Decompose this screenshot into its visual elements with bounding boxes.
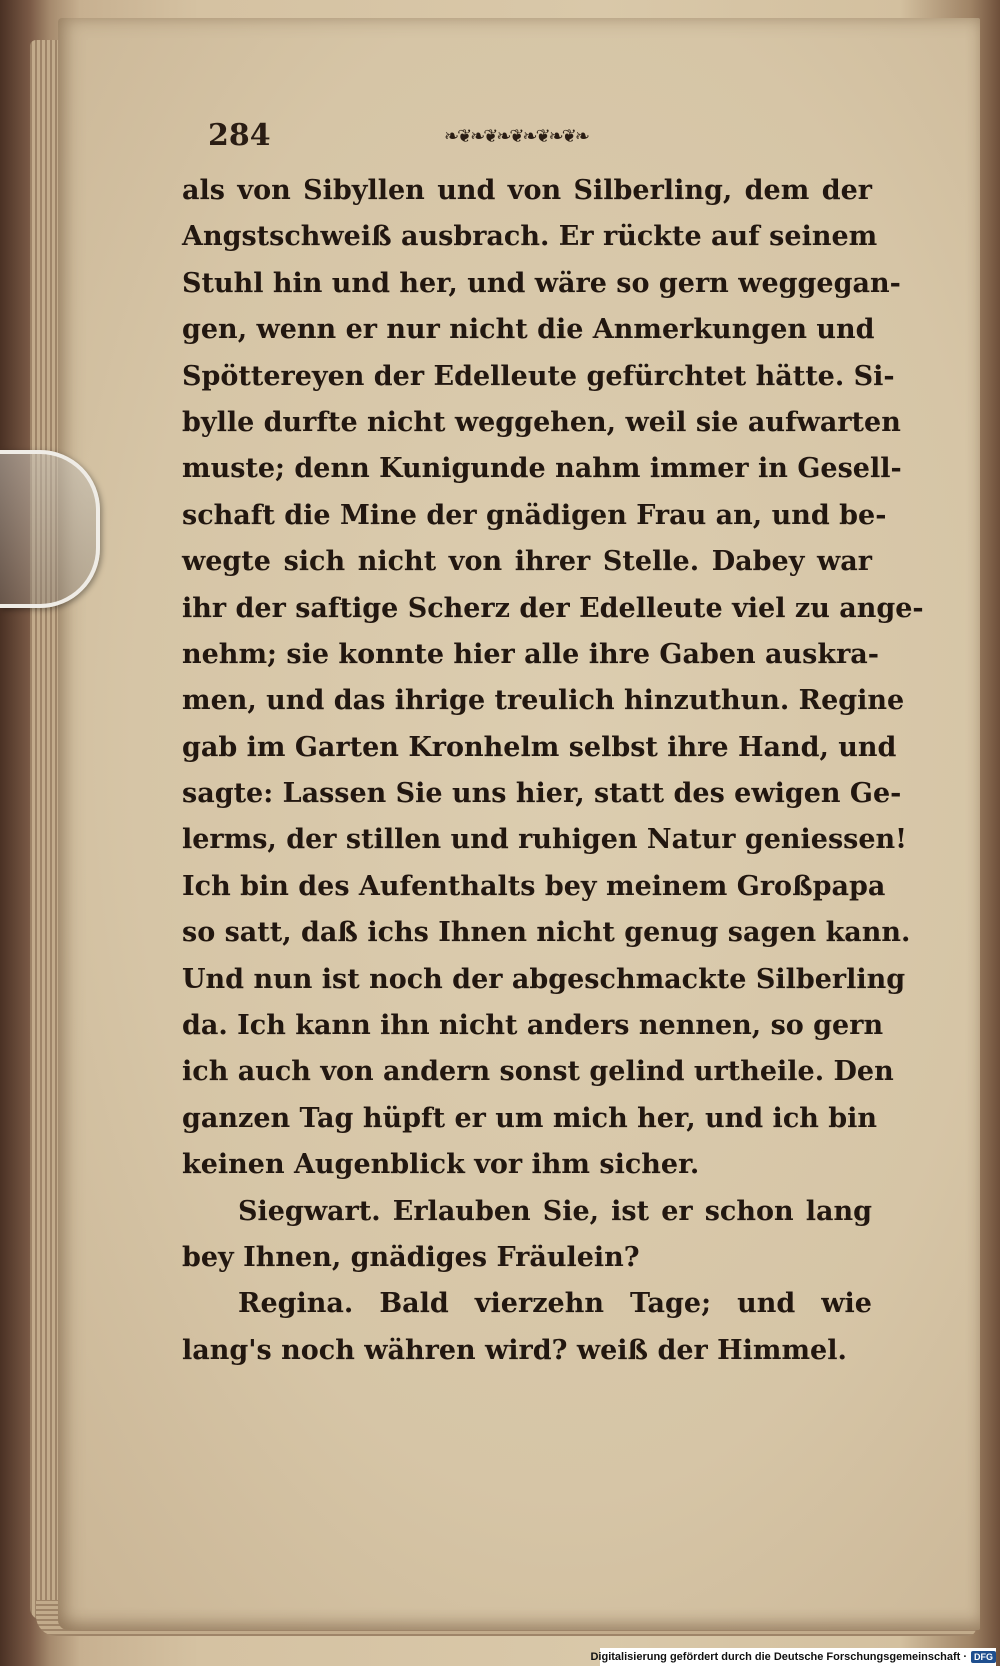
text-line: Und nun ist noch der abgeschmackte Silberling <box>182 963 906 995</box>
text-line: keinen Augenblick vor ihm sicher. <box>182 1149 700 1181</box>
digitization-footer <box>590 1648 996 1666</box>
page-number: 284 <box>208 118 271 153</box>
text-line: ganzen Tag hüpft er um mich her, und ich bin <box>182 1102 878 1134</box>
text-line: da. Ich kann ihn nicht anders nennen, so gern <box>182 1010 884 1042</box>
dfg-logo: DFG <box>971 1651 996 1663</box>
dialogue-line: lang's noch währen wird? weiß der Himmel. <box>182 1334 847 1366</box>
text-line: lerms, der stillen und ruhigen Natur geniessen! <box>182 824 908 856</box>
text-line: wegte sich nicht von ihrer Stelle. Dabey war <box>182 546 872 578</box>
text-line: Spöttereyen der Edelleute gefürchtet hätte. Si- <box>182 360 895 392</box>
dialogue-line: bey Ihnen, gnädiges Fräulein? <box>182 1241 640 1273</box>
text-line: men, und das ihrige treulich hinzuthun. Regine <box>182 685 905 717</box>
text-line: Angstschweiß ausbrach. Er rückte auf seinem <box>182 221 878 253</box>
page-edges-left <box>30 40 60 1620</box>
text-line: als von Sibyllen und von Silberling, dem der <box>182 175 872 206</box>
dialogue-line: Regina. Bald vierzehn Tage; und wie <box>238 1288 872 1320</box>
text-line: bylle durfte nicht weggehen, weil sie aufwarten <box>182 406 901 438</box>
text-line: Stuhl hin und her, und wäre so gern weggegan- <box>182 267 901 299</box>
dialogue-line: Siegwart. Erlauben Sie, ist er schon lang <box>238 1195 872 1227</box>
text-line: muste; denn Kunigunde nahm immer in Gesell- <box>182 453 902 485</box>
page-header <box>208 118 648 158</box>
text-line: ihr der saftige Scherz der Edelleute viel zu ange- <box>182 592 924 624</box>
text-line: so satt, daß ichs Ihnen nicht genug sagen kann. <box>182 917 911 949</box>
footer-credit: Digitalisierung gefördert durch die Deutsche Forschungsgemeinschaft · <box>590 1651 967 1663</box>
clip-icon <box>0 450 100 608</box>
text-line: ich auch von andern sonst gelind urtheile. Den <box>182 1056 894 1088</box>
text-line: sagte: Lassen Sie uns hier, statt des ewigen Ge- <box>182 778 902 810</box>
body-text <box>182 168 924 1374</box>
text-line: gen, wenn er nur nicht die Anmerkungen und <box>182 314 875 346</box>
text-line: nehm; sie konnte hier alle ihre Gaben auskra- <box>182 638 880 670</box>
text-line: schaft die Mine der gnädigen Frau an, und be- <box>182 499 887 531</box>
header-ornament: ❧❦❧❦❧❦❧❦❧❦❧ <box>444 126 588 147</box>
text-line: gab im Garten Kronhelm selbst ihre Hand, und <box>182 731 897 763</box>
text-line: Ich bin des Aufenthalts bey meinem Großpapa <box>182 870 886 902</box>
